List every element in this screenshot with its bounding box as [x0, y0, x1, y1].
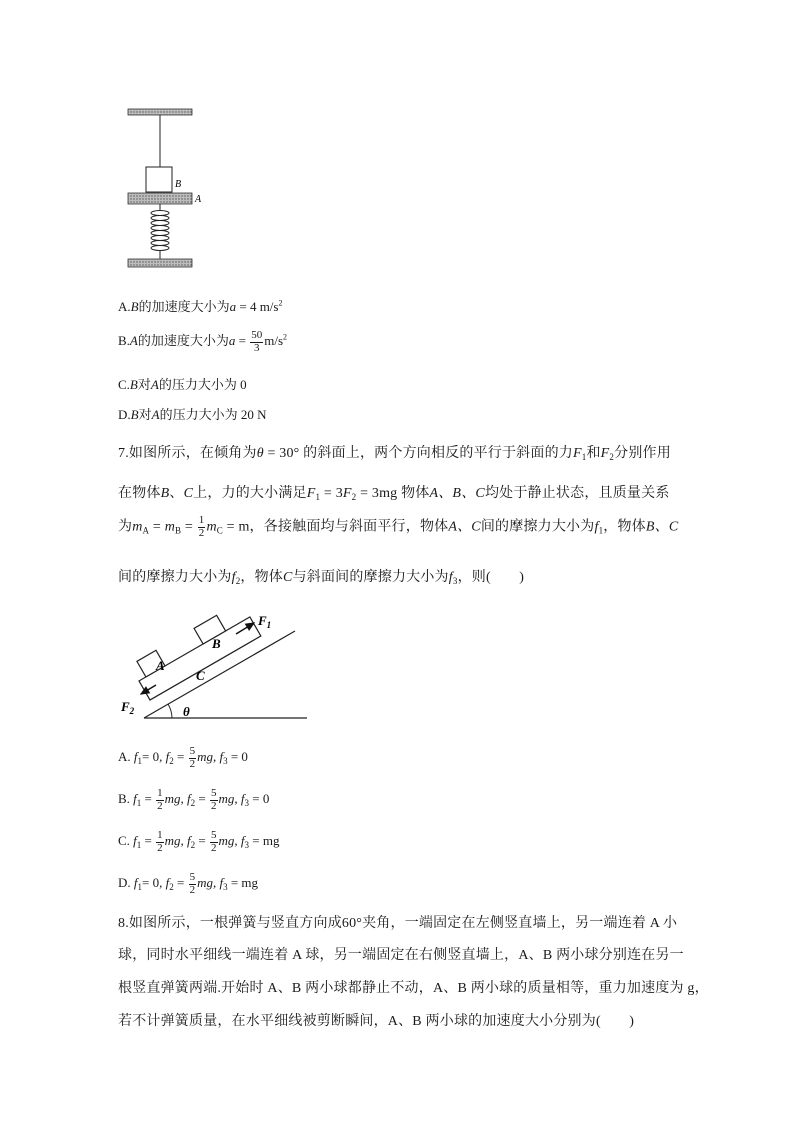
q6-option-a: A.B的加速度大小为a = 4 $m/s^2$	[118, 298, 283, 314]
label-a: A	[195, 194, 202, 205]
figure-incline	[112, 608, 322, 726]
q7-option-c: C. $f_1$ = $\frac{1}{2}$ mg, $f_2$ = $\frac{5}{2}$ mg, $f_3$ = mg	[118, 829, 280, 854]
figure-spring-blocks	[118, 102, 218, 272]
label-c: C	[196, 668, 205, 683]
plate-a	[128, 193, 192, 204]
label-a-incline: A	[156, 658, 165, 673]
fraction-one-half: $\frac{1}{2}$	[198, 514, 205, 539]
q7-option-b: B. $f_1$ = $\frac{1}{2}$ mg, $f_2$ = $\frac{5}{2}$ mg, $f_3 = 0$	[118, 787, 270, 812]
q7-line-1: 7.如图所示，在倾角为θ = 30° 的斜面上，两个方向相反的平行于斜面的力$F_1$和$F_2$分别作用	[118, 446, 671, 462]
spring	[151, 204, 169, 259]
q7-option-a: A. $f_1= 0$, $f_2$ = $\frac{5}{2}$ mg, $f_3 = 0$	[118, 745, 248, 770]
q8-line-4: 若不计弹簧质量，在水平细线被剪断瞬间，A、B 两小球的加速度大小分别为( )	[118, 1014, 635, 1029]
q7-line-3: 为$m_A = m_B$ = $\frac{1}{2}$ $m_C = m$，各接触面均与斜面平行，物体A、C间的摩擦力大小为$f_1$，物体B、C	[118, 514, 679, 539]
floor-plate	[128, 259, 192, 267]
label-b: B	[175, 179, 182, 190]
ceiling	[128, 109, 192, 115]
label-f1: $F_1$	[258, 613, 272, 630]
q6-option-b: B.A的加速度大小为a = $\frac{50}{3}$ $m/s^2$	[118, 329, 288, 354]
angle-arc	[168, 704, 172, 718]
q7-option-d: D. $f_1= 0$, $f_2$ = $\frac{5}{2}$ mg, $f_3$ = mg	[118, 871, 259, 896]
fraction-50-3: $\frac{50}{3}$	[251, 329, 263, 354]
label-theta: θ	[183, 704, 190, 719]
q8-line-3: 根竖直弹簧两端.开始时 A、B 两小球都静止不动，A、B 两小球的质量相等，重力加速度为 g，	[118, 981, 709, 996]
q8-line-1: 8.如图所示，一根弹簧与竖直方向成60°夹角，一端固定在左侧竖直墙上，另一端连着 A 小	[118, 916, 678, 931]
q6-option-c: C.B对A的压力大小为 0	[118, 377, 247, 392]
block-b	[146, 167, 172, 192]
label-b-incline: B	[212, 636, 221, 651]
label-f2: $F_2$	[121, 699, 135, 716]
q8-line-2: 球，同时水平细线一端连着 A 球，另一端固定在右侧竖直墙上，A、B 两小球分别连在另一	[118, 948, 684, 963]
q6-option-d: D.B对A的压力大小为 20 N	[118, 407, 267, 422]
q7-line-4: 间的摩擦力大小为$f_2$，物体C与斜面间的摩擦力大小为$f_3$，则( )	[118, 570, 525, 586]
q7-line-2: 在物体B、C上，力的大小满足$F_1 = 3F_2 = 3mg$ 物体A、B、C均处于静止状态，且质量关系	[118, 486, 670, 502]
